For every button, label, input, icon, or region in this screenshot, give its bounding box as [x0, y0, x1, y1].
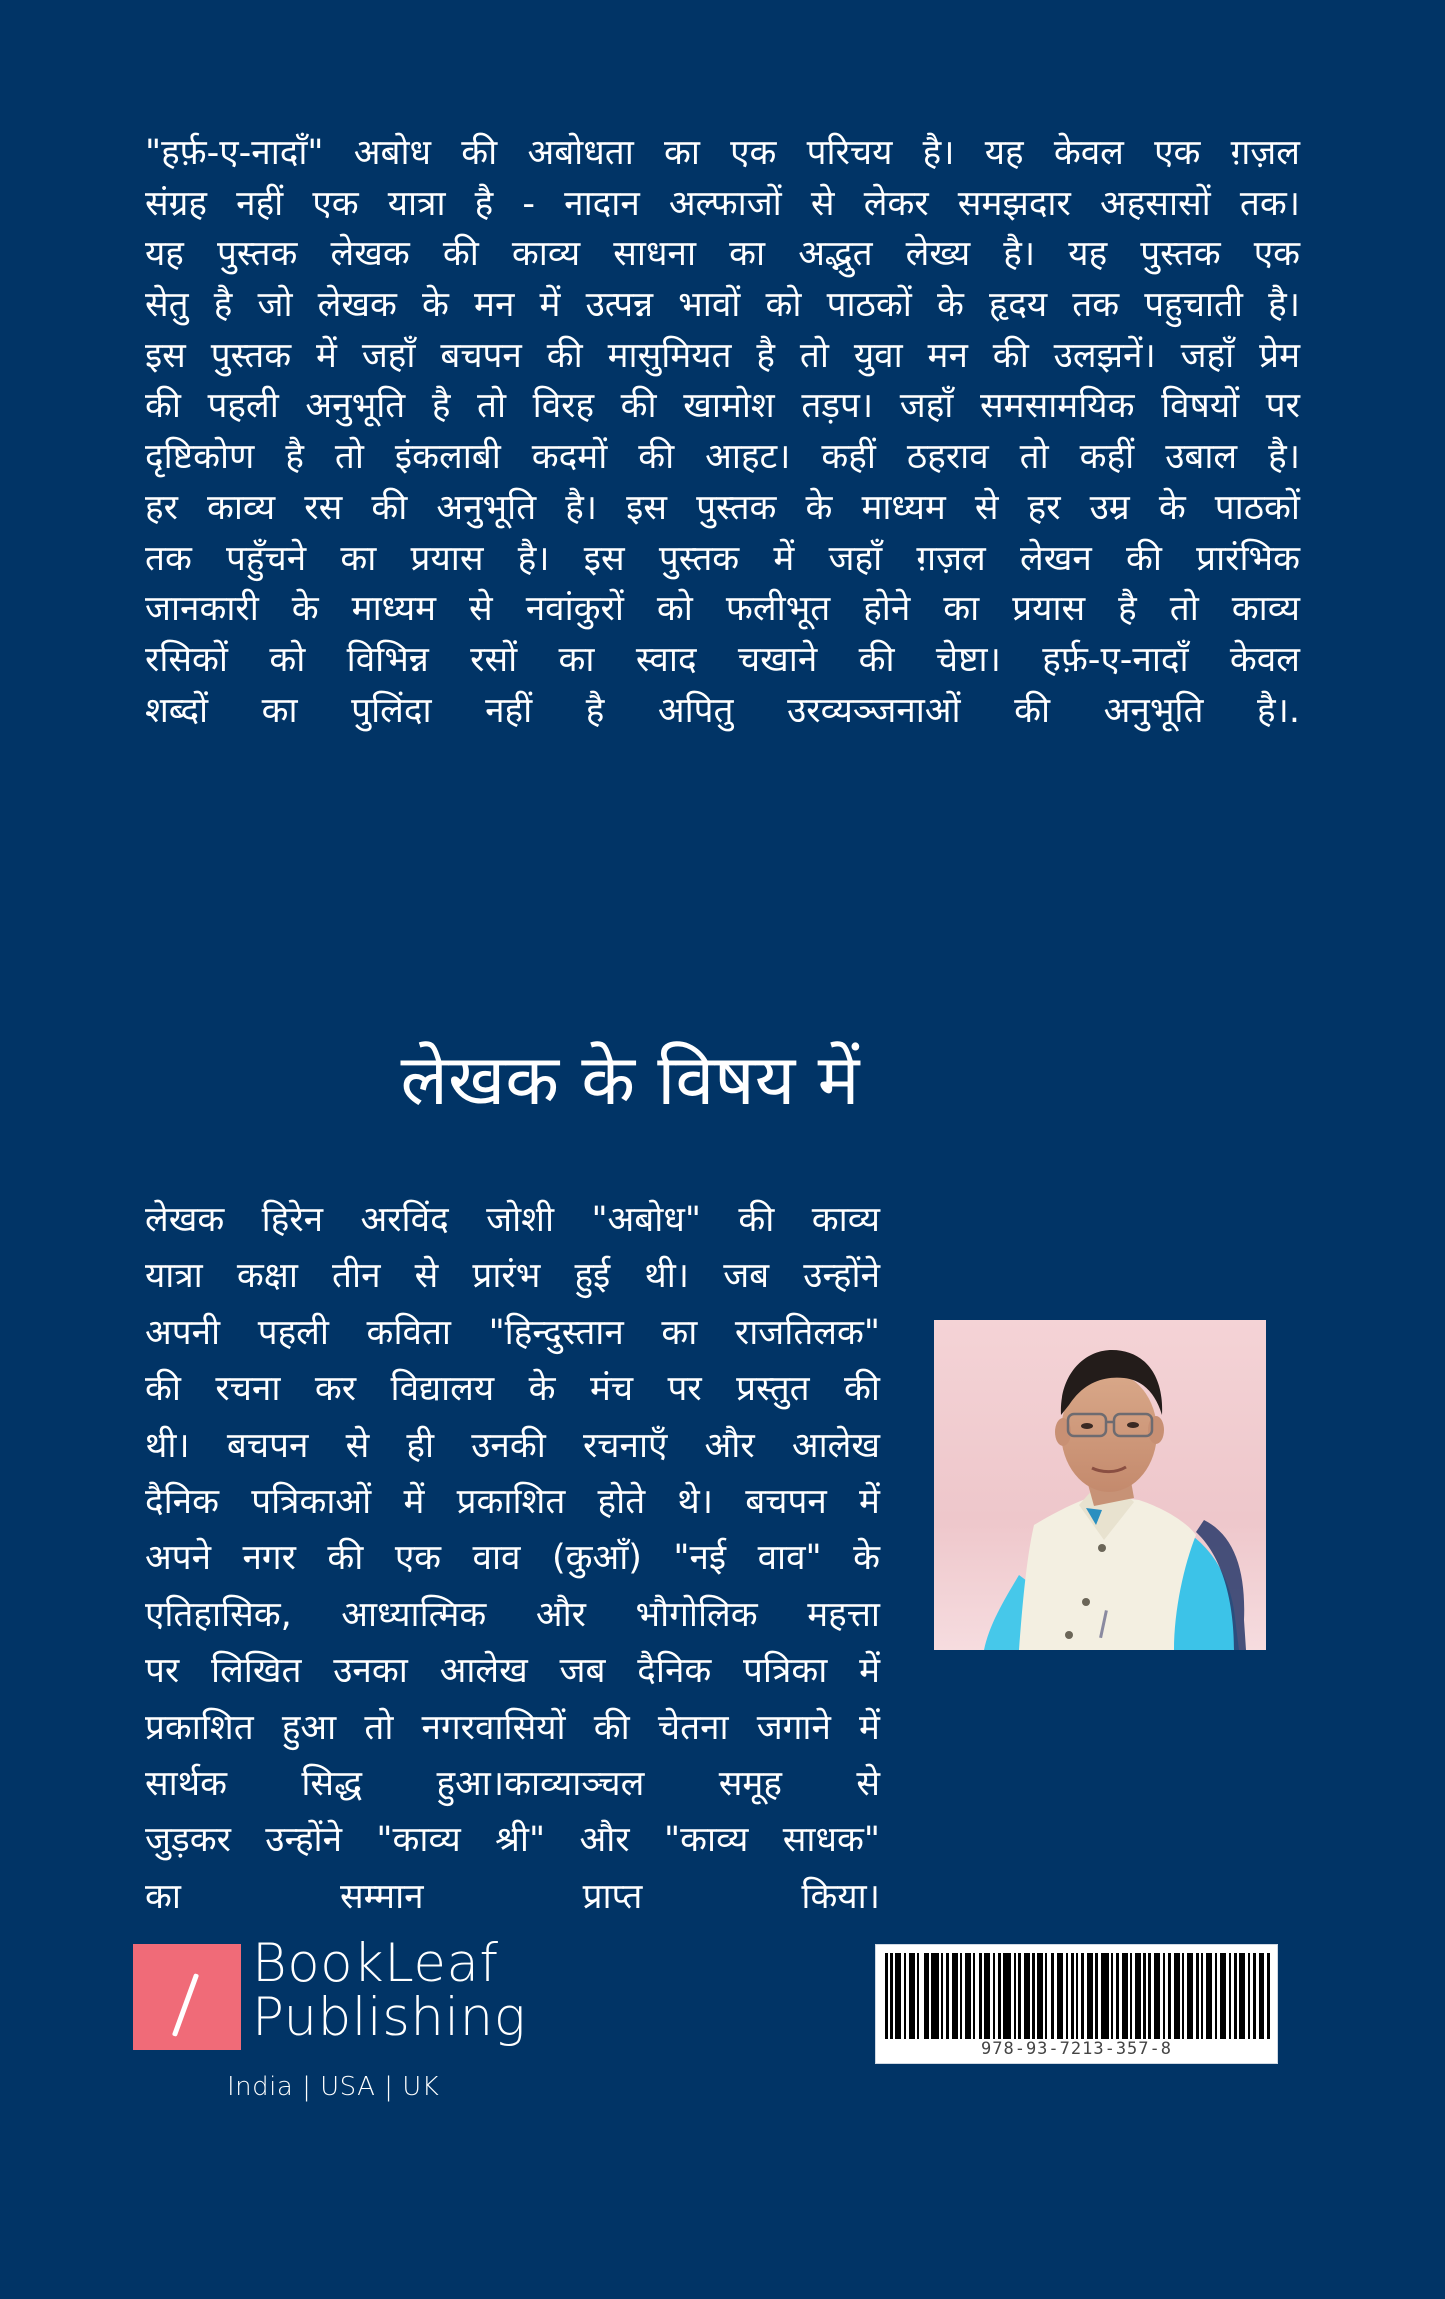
blurb-line: शब्दों का पुलिंदा नहीं है अपितु उरव्यञ्जनाओं की अनुभूति है।.	[145, 690, 1300, 731]
blurb-line: की पहली अनुभूति है तो विरह की खामोश तड़प। जहाँ समसामयिक विषयों पर	[145, 386, 1300, 427]
author-section-title: लेखक के विषय में	[400, 1039, 860, 1121]
isbn-barcode	[875, 1944, 1278, 2064]
author-bio-line: यात्रा कक्षा तीन से प्रारंभ हुई थी। जब उन्होंने	[145, 1256, 880, 1297]
blurb-line: जानकारी के माध्यम से नवांकुरों को फलीभूत होने का प्रयास है तो काव्य	[145, 589, 1300, 630]
publisher-logo-text	[252, 1933, 527, 2048]
author-bio-line: का सम्मान प्राप्त किया।	[145, 1876, 880, 1917]
author-bio-line: थी। बचपन से ही उनकी रचनाएँ और आलेख	[145, 1425, 880, 1466]
blurb-line: हर काव्य रस की अनुभूति है। इस पुस्तक के माध्यम से हर उम्र के पाठकों	[145, 487, 1300, 528]
publisher-name-line-1: BookLeaf	[252, 1933, 499, 1994]
author-bio-line: लेखक हिरेन अरविंद जोशी "अबोध" की काव्य	[145, 1200, 880, 1240]
blurb-line: संग्रह नहीं एक यात्रा है - नादान अल्फाजों से लेकर समझदार अहसासों तक।	[145, 183, 1300, 224]
isbn-number: 978-93-7213-357-8	[981, 2039, 1172, 2059]
author-bio-line: की रचना कर विद्यालय के मंच पर प्रस्तुत की	[145, 1369, 880, 1410]
blurb-line: दृष्टिकोण है तो इंकलाबी कदमों की आहट। कहीं ठहराव तो कहीं उबाल है।	[145, 437, 1300, 478]
author-bio	[145, 1192, 880, 1925]
blurb-line: यह पुस्तक लेखक की काव्य साधना का अद्भुत लेख्य है। यह पुस्तक एक	[145, 234, 1300, 275]
publisher-logo-mark	[133, 1944, 241, 2050]
author-bio-line: एतिहासिक, आध्यात्मिक और भौगोलिक महत्ता	[145, 1594, 880, 1635]
blurb-line: तक पहुँचने का प्रयास है। इस पुस्तक में जहाँ ग़ज़ल लेखन की प्रारंभिक	[145, 538, 1300, 579]
publisher-name-line-2: Publishing	[252, 1987, 527, 2048]
author-photo	[934, 1320, 1266, 1650]
author-bio-line: प्रकाशित हुआ तो नगरवासियों की चेतना जगाने में	[145, 1707, 880, 1748]
book-blurb	[145, 128, 1300, 736]
blurb-line: इस पुस्तक में जहाँ बचपन की मासुमियत है तो युवा मन की उलझनें। जहाँ प्रेम	[145, 335, 1300, 376]
blurb-line: रसिकों को विभिन्न रसों का स्वाद चखाने की चेष्टा। हर्फ़-ए-नादाँ केवल	[145, 639, 1300, 680]
blurb-line: सेतु है जो लेखक के मन में उत्पन्न भावों को पाठकों के हृदय तक पहुचाती है।	[145, 285, 1300, 326]
author-bio-line: अपनी पहली कविता "हिन्दुस्तान का राजतिलक"	[145, 1312, 880, 1353]
author-bio-line: जुड़कर उन्होंने "काव्य श्री" और "काव्य साधक"	[145, 1820, 880, 1861]
author-bio-line: सार्थक सिद्ध हुआ।काव्याञ्चल समूह से	[145, 1763, 880, 1804]
author-portrait-icon	[934, 1320, 1266, 1650]
blurb-line: "हर्फ़-ए-नादाँ" अबोध की अबोधता का एक परिचय है। यह केवल एक ग़ज़ल	[145, 133, 1300, 173]
publisher-regions: India | USA | UK	[227, 2072, 440, 2102]
author-bio-line: दैनिक पत्रिकाओं में प्रकाशित होते थे। बचपन में	[145, 1481, 880, 1522]
slash-icon	[172, 1973, 199, 2037]
author-bio-line: पर लिखित उनका आलेख जब दैनिक पत्रिका में	[145, 1651, 880, 1692]
author-bio-line: अपने नगर की एक वाव (कुआँ) "नई वाव" के	[145, 1538, 880, 1579]
barcode-icon	[885, 1953, 1270, 2039]
